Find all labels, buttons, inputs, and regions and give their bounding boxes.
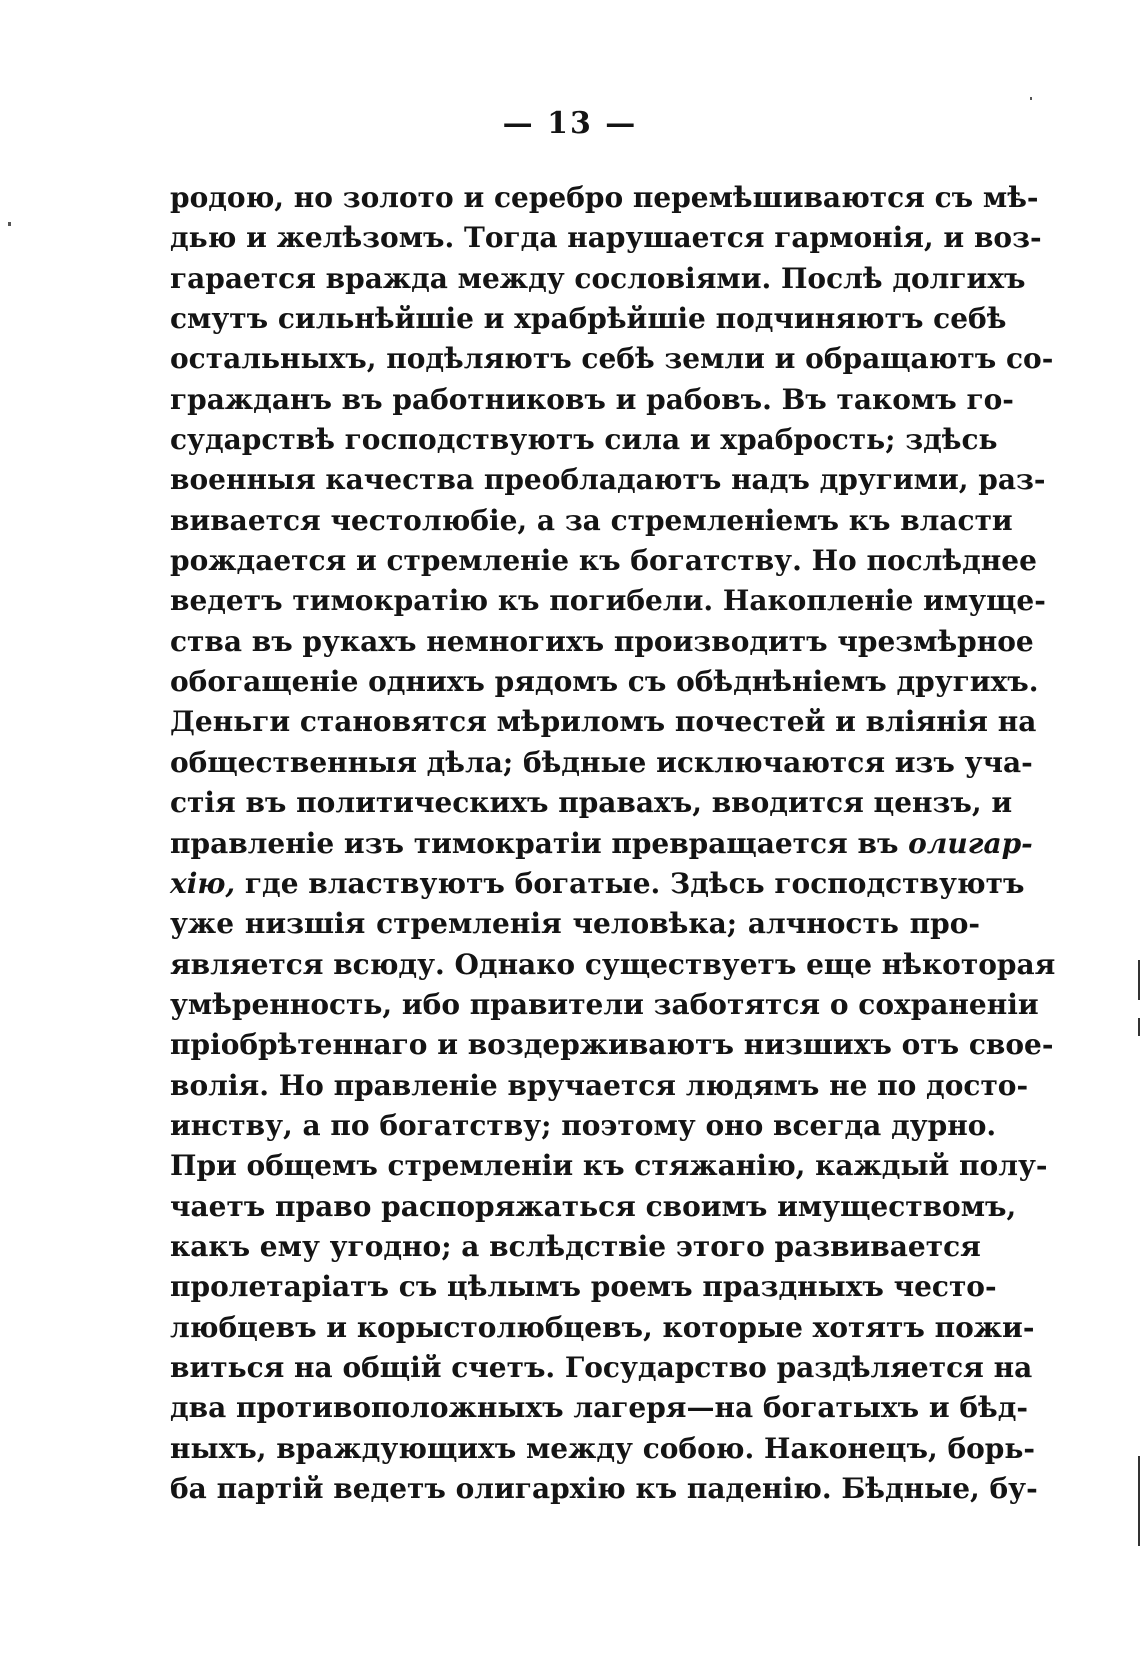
text-line: смутъ сильнѣйшіе и храбрѣйшіе подчиняютъ себѣ: [170, 302, 1007, 336]
scan-speck: [1030, 97, 1032, 100]
text-line: обогащеніе однихъ рядомъ съ обѣднѣніемъ другихъ.: [170, 665, 1039, 699]
text-line: ба партій ведетъ олигархію къ паденію. Бѣдные, бу-: [170, 1472, 1038, 1505]
text-line-regular: правленіе изъ тимократіи превращается въ: [170, 826, 909, 860]
text-line: какъ ему угодно; а вслѣдствіе этого развивается: [170, 1229, 981, 1263]
text-line: пролетаріатъ съ цѣлымъ роемъ праздныхъ често-: [170, 1270, 997, 1304]
text-line: дью и желѣзомъ. Тогда нарушается гармонія, и воз-: [170, 221, 1042, 255]
text-line: вивается честолюбіе, а за стремленіемъ къ власти: [170, 503, 1013, 537]
page-number: — 13 —: [502, 106, 638, 141]
text-line: инству, а по богатству; поэтому оно всегда дурно.: [170, 1108, 997, 1142]
text-line: является всюду. Однако существуетъ еще нѣкоторая: [170, 947, 1056, 981]
scan-speck: [8, 222, 11, 226]
text-line: рождается и стремленіе къ богатству. Но послѣднее: [170, 544, 1037, 578]
text-line: волія. Но правленіе вручается людямъ не по досто-: [170, 1068, 1029, 1102]
text-line: чаетъ право распоряжаться своимъ имуществомъ,: [170, 1189, 1017, 1223]
text-line: умѣренность, ибо правители заботятся о сохраненіи: [170, 987, 1039, 1021]
text-line: пріобрѣтеннаго и воздерживаютъ низшихъ отъ свое-: [170, 1028, 1054, 1062]
text-line: Деньги становятся мѣриломъ почестей и вліянія на: [170, 705, 1037, 739]
text-line: ныхъ, враждующихъ между собою. Наконецъ, борь-: [170, 1431, 1036, 1465]
text-line: остальныхъ, подѣляютъ себѣ земли и обращаютъ со-: [170, 342, 1054, 376]
text-line: [170, 864, 1025, 904]
text-line: родою, но золото и серебро перемѣшиваются съ мѣ-: [170, 181, 1039, 214]
text-line: При общемъ стремленіи къ стяжанію, каждый полу-: [170, 1149, 1048, 1183]
text-line: виться на общій счетъ. Государство раздѣляется на: [170, 1350, 1033, 1384]
text-line-regular: где властвуютъ богатые. Здѣсь господствуютъ: [235, 866, 1025, 900]
italic-term: хію,: [170, 866, 236, 900]
text-line: ства въ рукахъ немногихъ производитъ чрезмѣрное: [170, 624, 1034, 658]
text-line: стія въ политическихъ правахъ, вводится цензъ, и: [170, 786, 1013, 820]
text-line: общественныя дѣла; бѣдные исключаются изъ уча-: [170, 745, 1033, 779]
text-line: гражданъ въ работниковъ и рабовъ. Въ такомъ го-: [170, 382, 1014, 416]
body-text: [170, 178, 1056, 1509]
text-line: уже низшія стремленія человѣка; алчность про-: [170, 907, 980, 941]
italic-term: олигар-: [908, 826, 1033, 860]
text-line: любцевъ и корыстолюбцевъ, которые хотятъ пожи-: [170, 1310, 1035, 1344]
text-line: гарается вражда между сословіями. Послѣ долгихъ: [170, 261, 1026, 295]
text-line: [170, 824, 1033, 864]
text-line: ведетъ тимократію къ погибели. Накопленіе имуще-: [170, 584, 1046, 618]
text-line: два противоположныхъ лагеря—на богатыхъ и бѣд-: [170, 1391, 1029, 1425]
text-line: военныя качества преобладаютъ надъ другими, раз-: [170, 463, 1046, 497]
text-line: сударствѣ господствуютъ сила и храбрость; здѣсь: [170, 423, 998, 457]
